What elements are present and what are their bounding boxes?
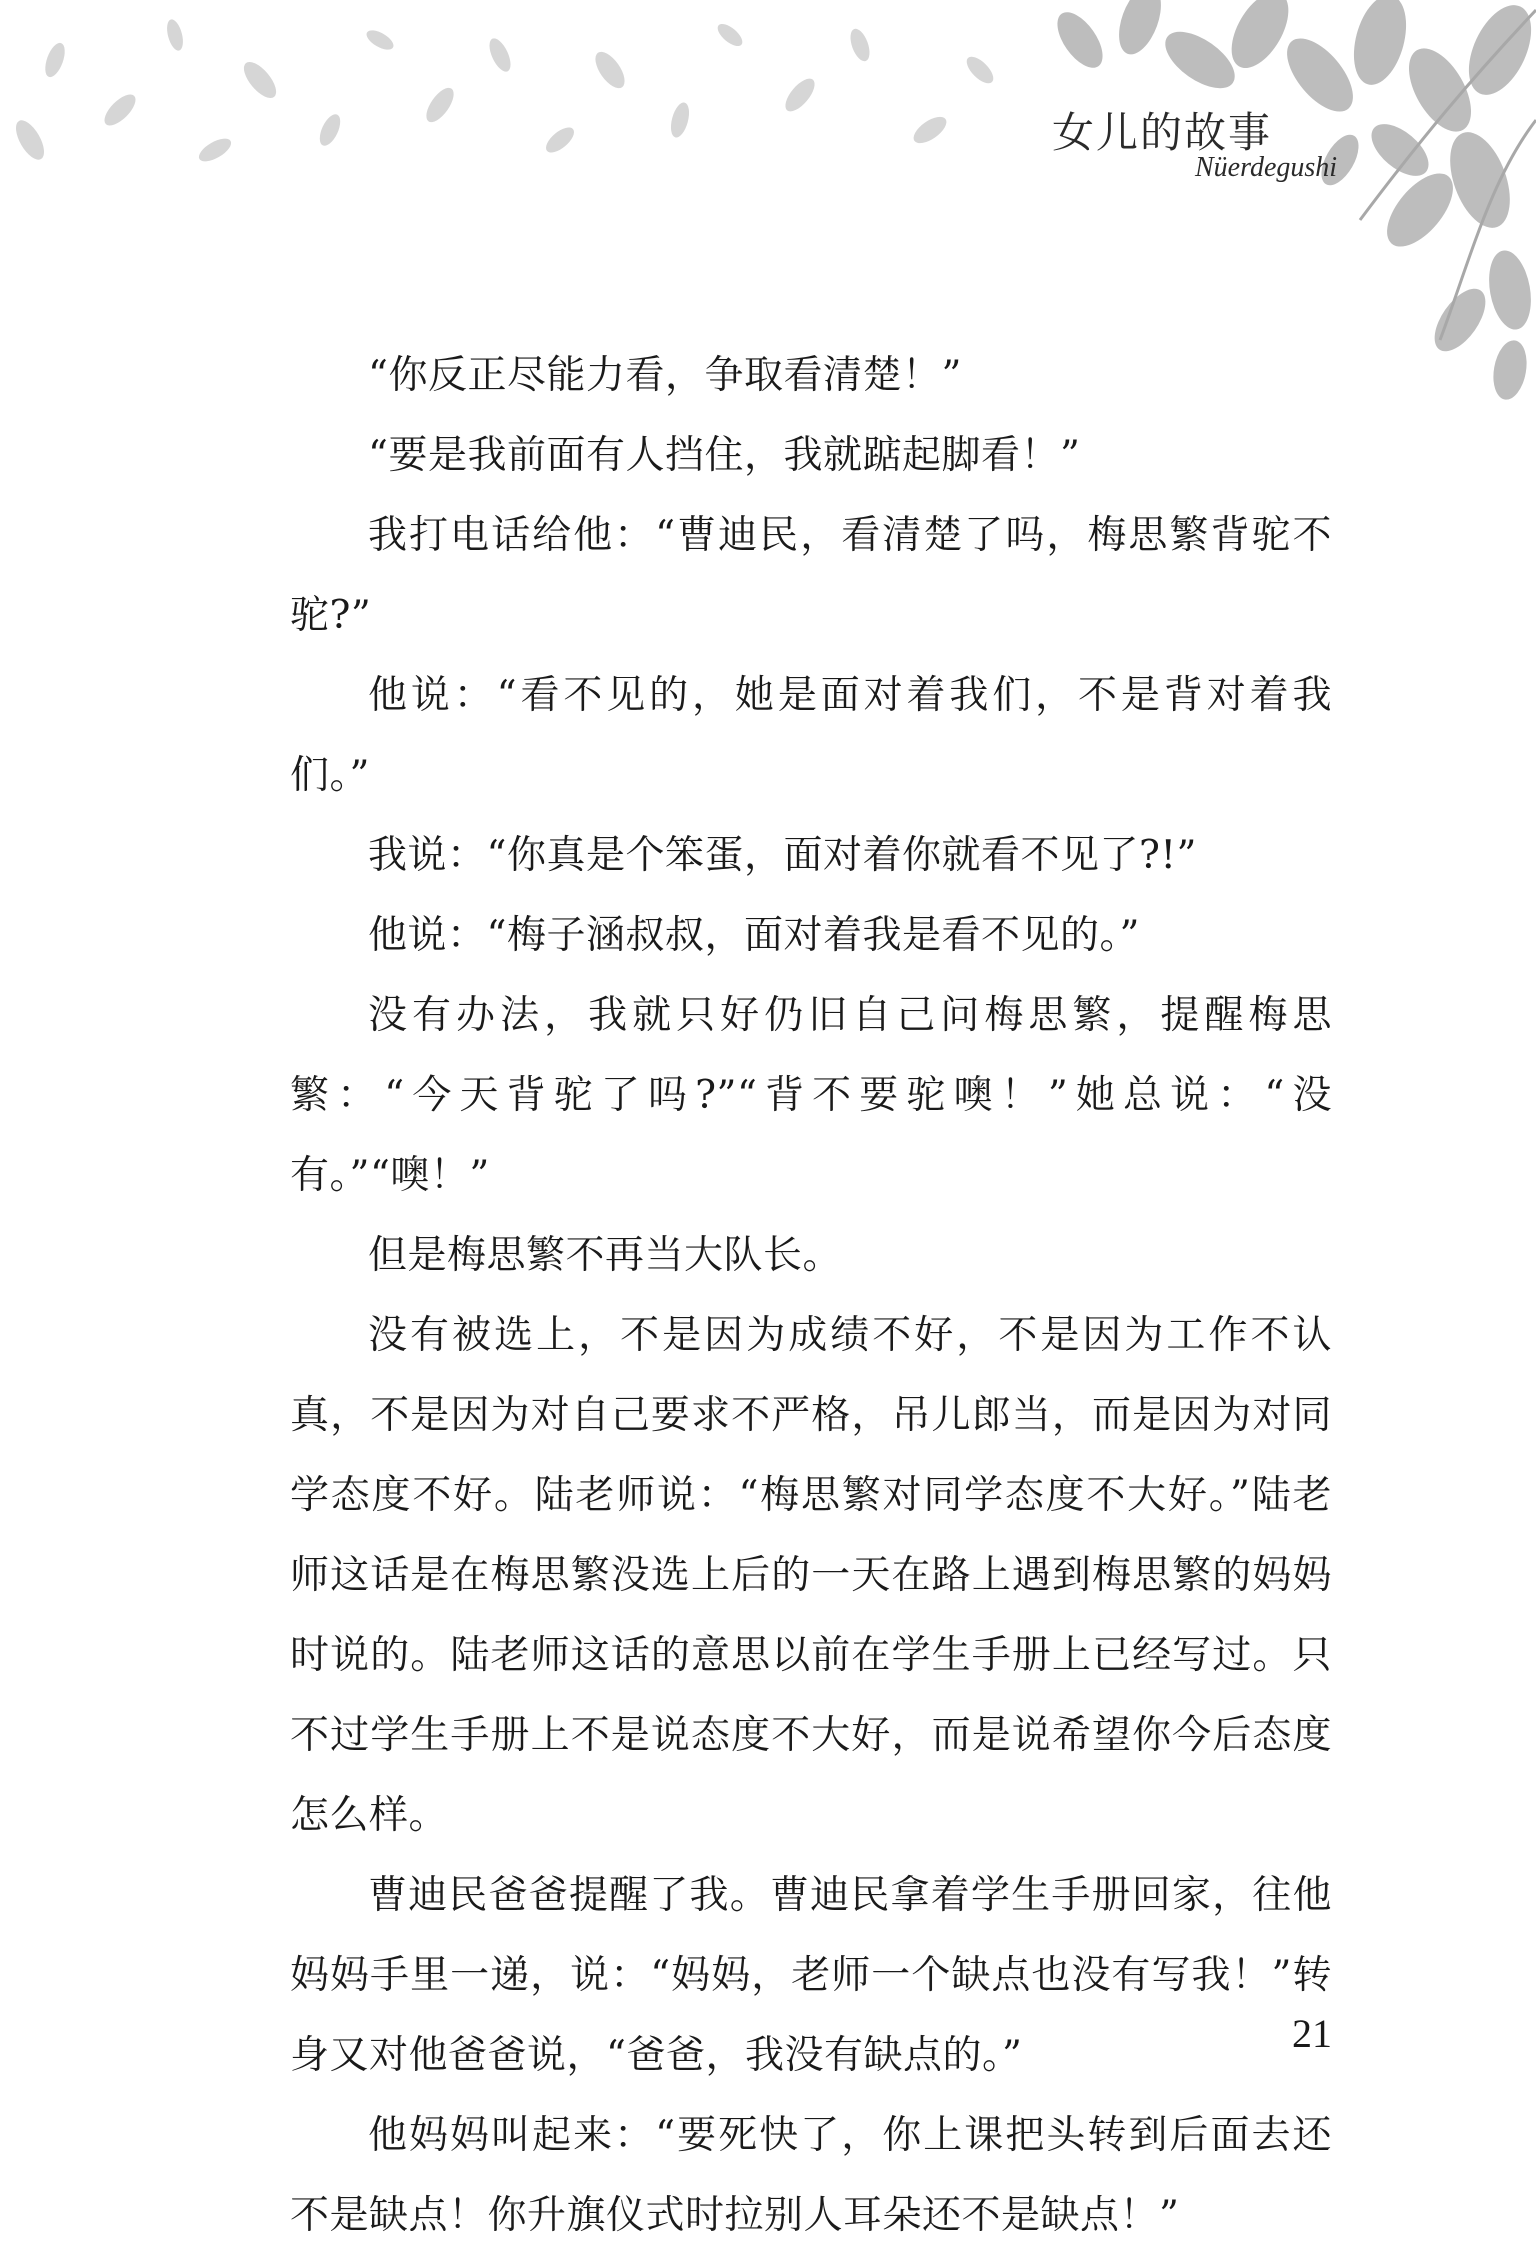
paragraph: 但是梅思繁不再当大队长。 <box>368 1233 843 1278</box>
paragraph: 他说：“看不见的，她是面对着我们，不是背对着我们。” <box>290 673 1332 798</box>
paragraph: “你反正尽能力看，争取看清楚！” <box>368 353 962 398</box>
page-number: 21 <box>1292 2011 1332 2056</box>
running-header-subtitle: Nüerdegushi <box>1195 152 1338 183</box>
paragraph: 没有办法，我就只好仍旧自己问梅思繁，提醒梅思繁：“今天背驼了吗?”“背不要驼噢！”她总说：“没有。”“噢！” <box>290 993 1332 1198</box>
paragraph: 我打电话给他：“曹迪民，看清楚了吗，梅思繁背驼不驼?” <box>290 513 1332 638</box>
running-header-title: 女儿的故事 <box>1052 108 1273 157</box>
paragraph: 他妈妈叫起来：“要死快了，你上课把头转到后面去还不是缺点！你升旗仪式时拉别人耳朵还不是缺点！” <box>290 2113 1332 2238</box>
body-text <box>290 336 1332 2256</box>
paragraph: 他说：“梅子涵叔叔，面对着我是看不见的。” <box>368 913 1140 958</box>
paragraph: 没有被选上，不是因为成绩不好，不是因为工作不认真，不是因为对自己要求不严格，吊儿郎当，而是因为对同学态度不好。陆老师说：“梅思繁对同学态度不大好。”陆老师这话是在梅思繁没选上后的一天在路上遇到梅思繁的妈妈时说的。陆老师这话的意思以前在学生手册上已经写过。只不过学生手册上不是说态度不大好，而是说希望你今后态度怎么样。 <box>290 1313 1332 1838</box>
paragraph: “要是我前面有人挡住，我就踮起脚看！” <box>368 433 1081 478</box>
paragraph: 我说：“你真是个笨蛋，面对着你就看不见了?!” <box>368 833 1197 878</box>
paragraph: 曹迪民爸爸提醒了我。曹迪民拿着学生手册回家，往他妈妈手里一递，说：“妈妈，老师一个缺点也没有写我！”转身又对他爸爸说，“爸爸，我没有缺点的。” <box>290 1873 1332 2078</box>
